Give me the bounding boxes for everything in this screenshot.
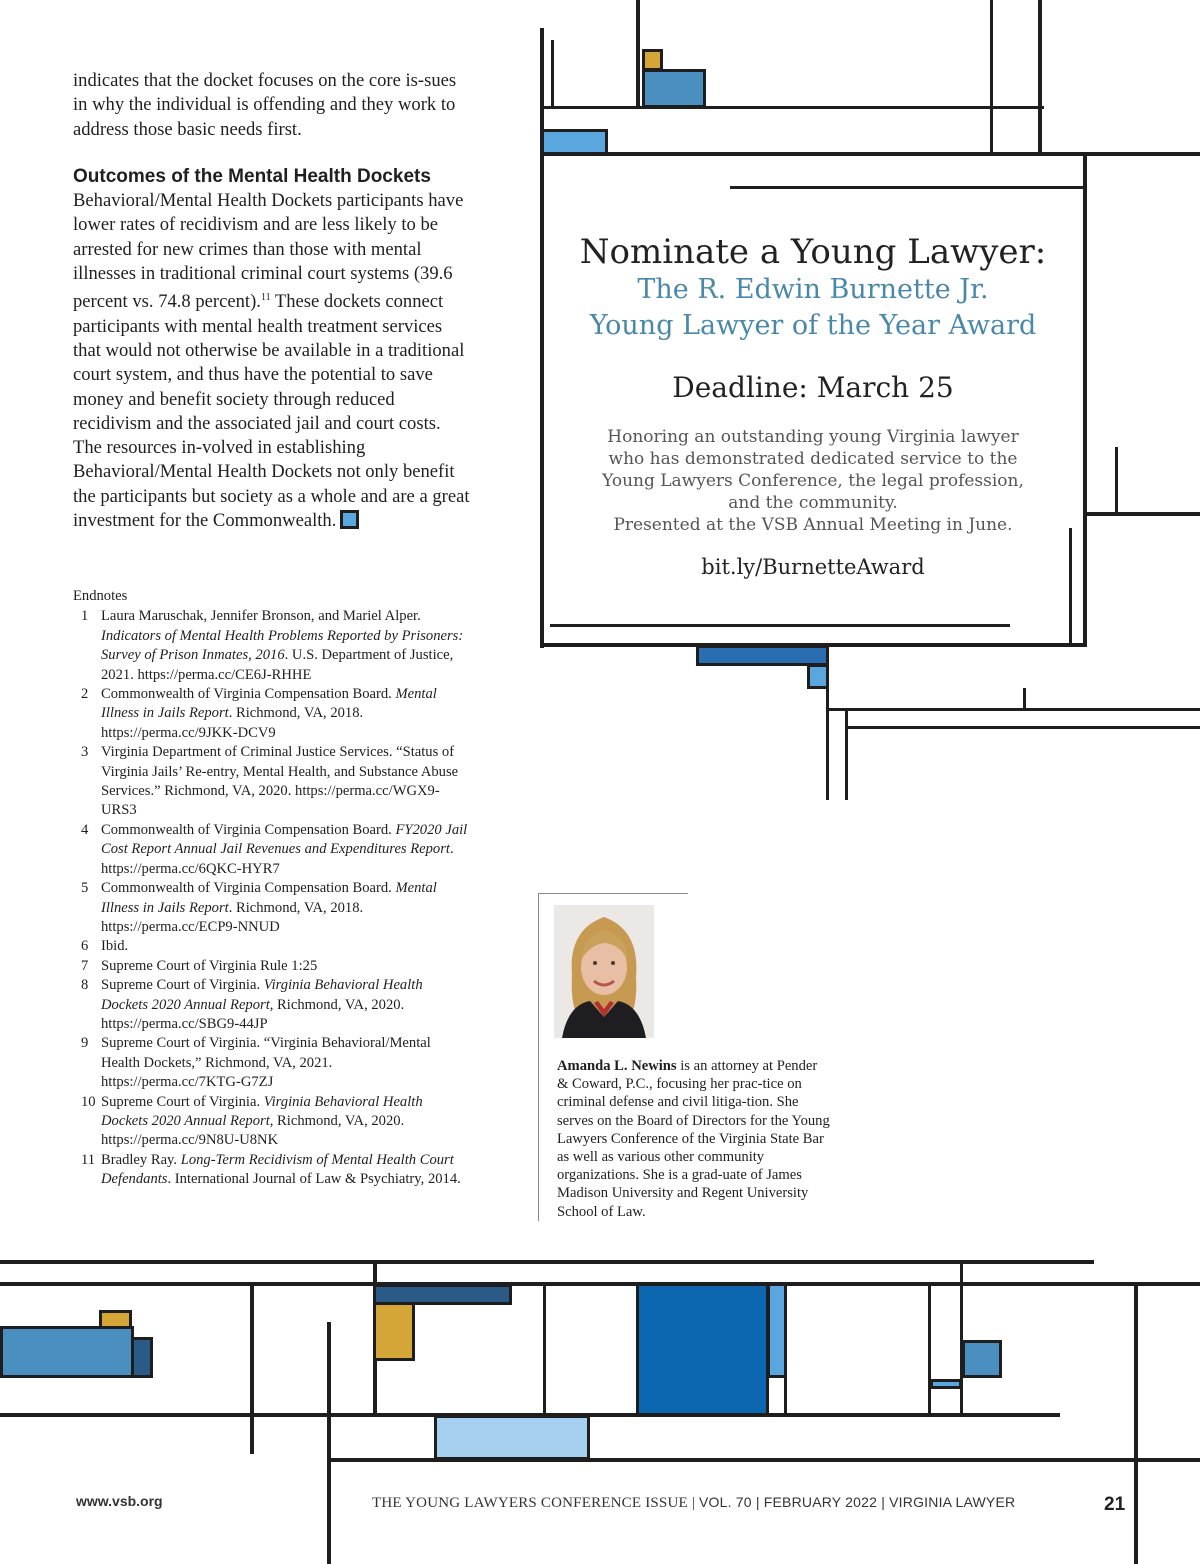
endnote-text-post: . Richmond, VA, 2018. https://perma.cc/ECP9-NNUD xyxy=(101,899,364,935)
endnotes-title: Endnotes xyxy=(73,588,128,604)
promo-desc-line: who has demonstrated dedicated service to the xyxy=(608,449,1018,469)
endnote-text-pre: Supreme Court of Virginia. xyxy=(101,977,264,994)
promo-desc-line: and the community. xyxy=(728,493,898,513)
endnote-text-post: , Richmond, VA, 2020. https://perma.cc/SBG9-44JP xyxy=(101,996,405,1032)
endnote-text-pre: Supreme Court of Virginia Rule 1:25 xyxy=(101,957,318,974)
footer-issue: THE YOUNG LAWYERS CONFERENCE ISSUE | xyxy=(372,1495,699,1511)
endnote-text-ital: Mental Illness in Jails Report xyxy=(101,686,437,722)
author-bio xyxy=(557,1057,832,1221)
endnote-number: 11 xyxy=(81,1151,96,1168)
bio-divider-vertical xyxy=(538,893,539,1221)
endnote-text-post: . Richmond, VA, 2018. https://perma.cc/9JKK-DCV9 xyxy=(101,705,364,741)
endnote-number: 9 xyxy=(81,1035,89,1052)
endnote-number: 10 xyxy=(81,1093,96,1110)
endnote-item xyxy=(73,1034,473,1092)
endnote-item xyxy=(73,976,473,1034)
promo-desc-line: Presented at the VSB Annual Meeting in June. xyxy=(613,515,1013,535)
endnote-item xyxy=(73,957,473,976)
endnote-text-pre: Commonwealth of Virginia Compensation Board. xyxy=(101,880,396,897)
footer-volume: VOL. 70 | FEBRUARY 2022 | VIRGINIA LAWYER xyxy=(698,1494,1016,1510)
endnotes-list xyxy=(73,607,473,1189)
endnote-text-ital: Long-Term Recidivism of Mental Health Court Defendants xyxy=(101,1151,454,1188)
endnote-item xyxy=(73,1093,473,1151)
promo-deadline: Deadline: March 25 xyxy=(672,371,954,404)
end-of-article-mark xyxy=(340,510,359,529)
promo-subtitle-line1: The R. Edwin Burnette Jr. xyxy=(637,274,989,305)
outcomes-text-part2: These dockets connect participants with mental health treatment services that would not otherwise be available in a traditional court system, and thus have the potential to save money and benefit society through reduced recidivism and the associated jail and court costs. The resources in-volved in establishing Behavioral/Mental Health Dockets not only benefit the participants but society as a whole and are a great investment for the Commonwealth. xyxy=(73,291,470,532)
endnote-number: 6 xyxy=(81,938,89,955)
promo-desc-line: Honoring an outstanding young Virginia lawyer xyxy=(607,427,1019,447)
footer-issue-info xyxy=(372,1494,1015,1512)
endnote-item xyxy=(73,1151,473,1190)
endnote-number: 3 xyxy=(81,744,89,761)
endnote-text-post: , Richmond, VA, 2020. https://perma.cc/9N8U-U8NK xyxy=(101,1112,405,1149)
endnote-number: 8 xyxy=(81,977,89,994)
section-heading: Outcomes of the Mental Health Dockets xyxy=(73,166,431,187)
endnote-text-ital: Virginia Behavioral Health Dockets 2020 Annual Report xyxy=(101,977,423,1013)
endnote-item xyxy=(73,685,473,743)
endnote-item xyxy=(73,607,473,685)
promo-subtitle-line2: Young Lawyer of the Year Award xyxy=(589,310,1037,341)
endnote-text-ital: Virginia Behavioral Health Dockets 2020 Annual Report xyxy=(101,1093,423,1129)
endnote-text-pre: Laura Maruschak, Jennifer Bronson, and Mariel Alper. xyxy=(101,608,421,625)
endnote-text-post: . https://perma.cc/6QKC-HYR7 xyxy=(101,841,454,877)
footnote-ref: 11 xyxy=(260,292,271,304)
endnote-text-pre: Commonwealth of Virginia Compensation Board. xyxy=(101,686,396,703)
endnote-item xyxy=(73,821,473,879)
author-photo xyxy=(554,905,654,1038)
intro-paragraph: indicates that the docket focuses on the core is-sues in why the individual is offending and they work to address those basic needs first. xyxy=(73,70,457,140)
endnote-item xyxy=(73,743,473,821)
endnote-text-ital: Mental Illness in Jails Report xyxy=(101,880,437,916)
endnote-item xyxy=(73,937,473,956)
endnote-number: 2 xyxy=(81,686,89,703)
endnote-number: 7 xyxy=(81,957,89,974)
endnote-text-pre: Supreme Court of Virginia. xyxy=(101,1093,264,1110)
author-name: Amanda L. Newins xyxy=(557,1058,677,1074)
page-number: 21 xyxy=(1104,1494,1126,1515)
endnotes-section xyxy=(73,587,473,1190)
outcomes-text-part1: Behavioral/Mental Health Dockets participants have lower rates of recidivism and are less likely to be arrested for new crimes than those with mental illnesses in traditional criminal court systems (39.6 percent vs. 74.8 percent). xyxy=(73,190,464,313)
promo-description xyxy=(545,426,1081,536)
endnote-text-post: . International Journal of Law & Psychiatry, 2014. xyxy=(167,1171,461,1188)
endnote-text-pre: Bradley Ray. xyxy=(101,1151,181,1168)
outcomes-section xyxy=(73,165,473,533)
author-portrait-illustration xyxy=(554,905,654,1038)
promo-title: Nominate a Young Lawyer: xyxy=(579,232,1047,272)
endnote-text-pre: Supreme Court of Virginia. “Virginia Behavioral/Mental Health Dockets,” Richmond, VA, 2021. https://perma.cc/7KTG-G7ZJ xyxy=(101,1035,431,1091)
endnote-text-pre: Commonwealth of Virginia Compensation Board. xyxy=(101,821,396,838)
endnote-text-post: . U.S. Department of Justice, 2021. https://perma.cc/CE6J-RHHE xyxy=(101,647,454,683)
endnote-number: 5 xyxy=(81,880,89,897)
award-link[interactable]: bit.ly/BurnetteAward xyxy=(701,555,925,579)
award-promo xyxy=(545,232,1081,580)
promo-desc-line: Young Lawyers Conference, the legal profession, xyxy=(602,471,1024,491)
endnote-number: 1 xyxy=(81,608,89,625)
endnote-text-ital: FY2020 Jail Cost Report Annual Jail Revenues and Expenditures Report xyxy=(101,821,468,858)
outcomes-paragraph xyxy=(73,189,473,533)
intro-paragraph-block xyxy=(73,69,473,142)
bio-divider-horizontal xyxy=(538,893,688,894)
endnote-text-pre: Virginia Department of Criminal Justice Services. “Status of Virginia Jails’ Re-entry, Mental Health, and Substance Abuse Services.” Richmond, VA, 2020. https://perma.cc/WGX9-URS3 xyxy=(101,744,459,819)
author-bio-text: is an attorney at Pender & Coward, P.C., focusing her prac-tice on criminal defense and civil litiga-tion. She serves on the Board of Directors for the Young Lawyers Conference of the Virginia State Bar as well as various other community organizations. She is a grad-uate of James Madison University and Regent University School of Law. xyxy=(557,1058,830,1220)
endnote-number: 4 xyxy=(81,821,89,838)
endnote-text-pre: Ibid. xyxy=(101,938,129,955)
endnote-text-ital: Indicators of Mental Health Problems Reported by Prisoners: Survey of Prison Inmates, 2016 xyxy=(101,627,464,664)
footer-website[interactable]: www.vsb.org xyxy=(76,1493,163,1509)
endnote-item xyxy=(73,879,473,937)
